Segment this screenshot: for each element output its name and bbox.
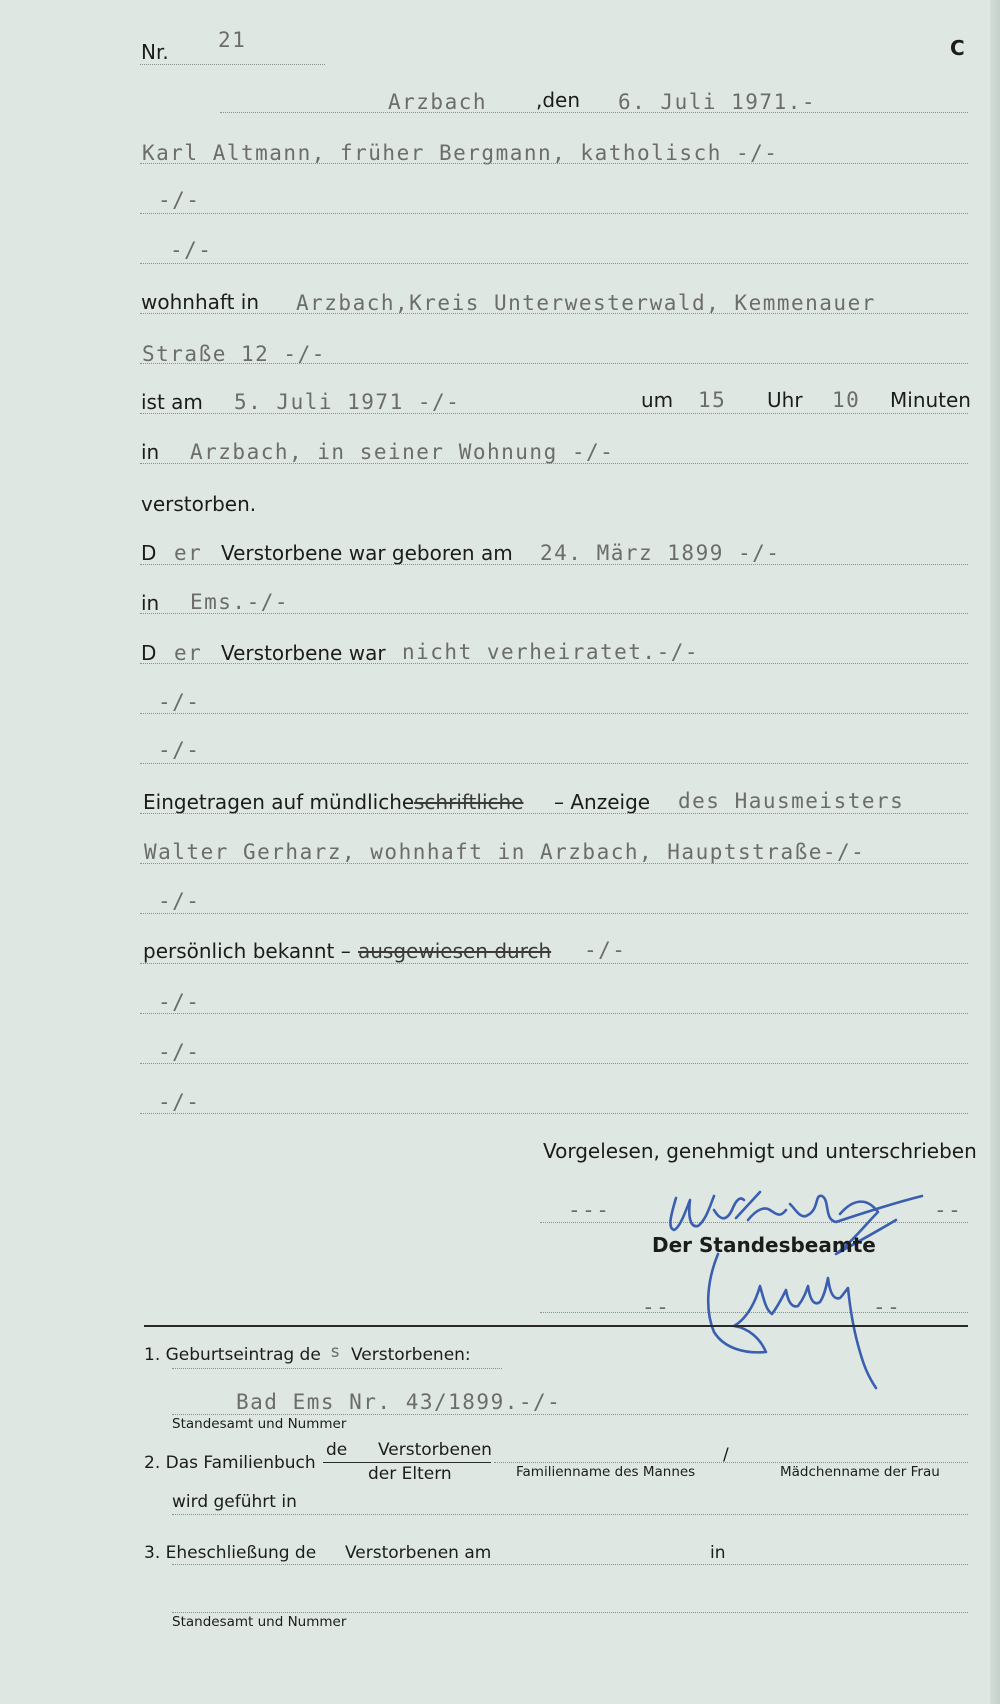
um-label: um — [641, 388, 674, 412]
filler: -/- — [170, 238, 213, 262]
nr-value: 21 — [218, 28, 247, 52]
item1-rest: Verstorbenen: — [351, 1345, 471, 1365]
familienname-mann-label: Familienname des Mannes — [516, 1464, 696, 1480]
standesamt-label-2: Standesamt und Nummer — [172, 1614, 347, 1630]
filler: -/- — [158, 188, 201, 212]
informant-line-2: Walter Gerharz, wohnhaft in Arzbach, Hauptstraße-/- — [144, 840, 866, 864]
item2-eltern: der Eltern — [368, 1464, 452, 1484]
item3-label: 3. Eheschließung de — [144, 1543, 317, 1563]
filler: -/- — [158, 990, 201, 1014]
war-label: Verstorbene war — [221, 641, 386, 665]
filler: -/- — [158, 1090, 201, 1114]
d-label: D — [141, 641, 157, 665]
form-letter: C — [950, 36, 965, 60]
informant-line-1: des Hausmeisters — [678, 789, 905, 813]
item2-de: de — [326, 1440, 348, 1460]
vorgelesen-label: Vorgelesen, genehmigt und unterschrieben — [543, 1139, 977, 1163]
item2-verstorbenen: Verstorbenen — [378, 1440, 492, 1460]
nr-label: Nr. — [141, 40, 169, 64]
item3-rest: Verstorbenen am — [345, 1543, 492, 1563]
d-label: D — [141, 541, 157, 565]
filler: -/- — [158, 1040, 201, 1064]
address-line-1: Arzbach,Kreis Unterwesterwald, Kemmenauer — [296, 291, 876, 315]
item2-label: 2. Das Familienbuch — [144, 1453, 316, 1473]
item1-s: s — [330, 1342, 342, 1362]
eingetragen-label: Eingetragen auf mündliche – — [143, 790, 431, 814]
maedchenname-frau-label: Mädchenname der Frau — [780, 1464, 940, 1480]
hour: 15 — [698, 388, 727, 412]
date: 6. Juli 1971.- — [618, 90, 817, 114]
dashes: -- — [934, 1198, 963, 1222]
er-suffix: er — [174, 541, 203, 565]
den-label: ,den — [536, 88, 581, 112]
birth-date: 24. März 1899 -/- — [540, 541, 781, 565]
section-divider — [144, 1325, 968, 1327]
anzeige-label: – Anzeige — [554, 790, 651, 814]
item2-slash: / — [723, 1445, 729, 1465]
registrar-signature — [700, 1248, 900, 1396]
standesamt-label: Standesamt und Nummer — [172, 1416, 347, 1432]
place: Arzbach — [388, 90, 488, 114]
wohnhaft-label: wohnhaft in — [141, 290, 259, 314]
ausgewiesen-struck: ausgewiesen durch — [358, 939, 552, 963]
person: Karl Altmann, früher Bergmann, katholisch -/- — [142, 141, 779, 165]
page-edge — [990, 0, 1000, 1704]
item3-in: in — [710, 1543, 726, 1563]
verstorben-label: verstorben. — [141, 492, 257, 516]
in-label: in — [141, 591, 160, 615]
in-label: in — [141, 440, 160, 464]
fraction-bar — [323, 1462, 491, 1463]
item1-label: 1. Geburtseintrag de — [144, 1345, 321, 1365]
item1-value: Bad Ems Nr. 43/1899.-/- — [236, 1390, 562, 1414]
standesbeamte-label: Der Standesbeamte — [652, 1233, 876, 1257]
filler: -/- — [158, 738, 201, 762]
marital-status: nicht verheiratet.-/- — [402, 640, 700, 664]
uhr-label: Uhr — [767, 388, 803, 412]
geboren-label: Verstorbene war geboren am — [221, 541, 513, 565]
item2-gefuehrt: wird geführt in — [172, 1492, 297, 1512]
death-place: Arzbach, in seiner Wohnung -/- — [190, 440, 615, 464]
ist-am-label: ist am — [141, 390, 203, 414]
er-suffix: er — [174, 641, 203, 665]
address-line-2: Straße 12 -/- — [142, 342, 326, 366]
filler: -/- — [158, 889, 201, 913]
schriftliche-struck: schriftliche — [414, 790, 524, 814]
filler: -/- — [158, 690, 201, 714]
dashes: --- — [568, 1198, 611, 1222]
dashes: -- — [873, 1295, 902, 1319]
minuten-label: Minuten — [890, 388, 971, 412]
birth-place: Ems.-/- — [190, 590, 290, 614]
minute: 10 — [832, 388, 861, 412]
filler: -/- — [584, 938, 627, 962]
dashes: -- — [642, 1295, 671, 1319]
death-date: 5. Juli 1971 -/- — [234, 390, 461, 414]
bekannt-label: persönlich bekannt – — [143, 939, 351, 963]
